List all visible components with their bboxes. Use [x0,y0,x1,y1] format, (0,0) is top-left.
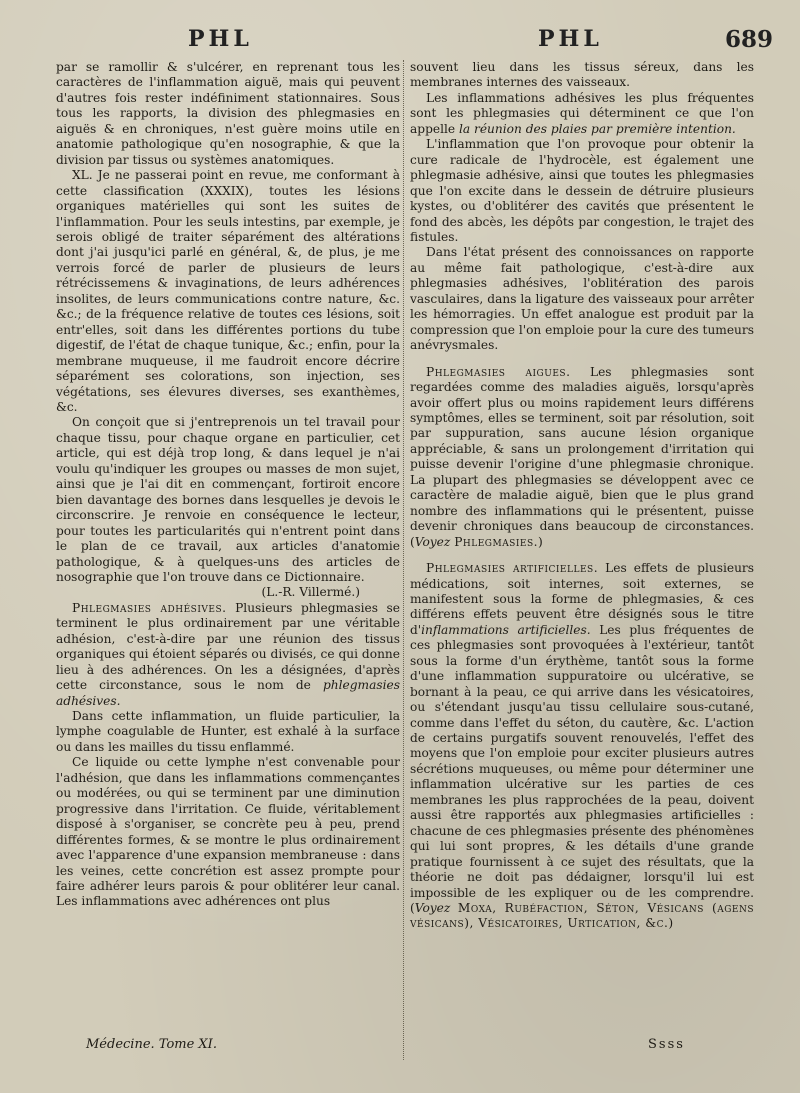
voyez-label: Voyez [414,534,451,549]
entry-heading: Phlegmasies artificielles. [426,561,599,576]
right-column [410,60,754,932]
paragraph-text: Plusieurs phlegmasies se terminent le plus ordinairement par une véritable adhésion, c'est-à-dire par une réunion des tissus organiques qui étoient séparés ou divisés, ce qui donne lieu à des adhérences. On les a désignées, d'après cette circonstance, sous le nom de [56,600,401,693]
cross-reference: Moxa, Rubéfaction, Séton, Vésicans (agens vésicans), Vésicatoires, Urtication, &c. [410,901,754,931]
closing-paren: ) [668,916,674,931]
footer-volume: Médecine. Tome XI. [86,1037,217,1052]
paragraph: par se ramollir & s'ulcérer, en reprenant tous les caractères de l'inflammation aiguë, mais qui peuvent d'autres fois rester indéfiniment stationnaires. Sous tous les rapports, la division des phlegmasies en aiguës & en chroniques, n'est guère moins utile en anatomie pathologique qu'en nosographie, & que la division par tissus ou systèmes anatomiques. [56,60,400,167]
paragraph: L'inflammation que l'on provoque pour obtenir la cure radicale de l'hydrocèle, est également une phlegmasie adhésive, ainsi que toutes les phlegmasies que l'on excite dans le dessein de détruire plusieurs kystes, ou d'oblitérer des cavités que présentent le fond des abcès, les dépôts par congestion, le trajet des fistules. [410,137,754,244]
closing-paren: ) [538,534,543,549]
voyez-label: Voyez [414,901,451,916]
page-footer [0,1037,800,1057]
paragraph: Dans l'état présent des connoissances on rapporte au même fait pathologique, c'est-à-dire aux phlegmasies adhésives, l'oblitération des parois vasculaires, dans la ligature des vaisseaux pour arrêter les hémorragies. Un effet analogue est produit par la compression que l'on emploie pour la cure des tumeurs anévrysmales. [410,245,754,353]
paragraph: On conçoit que si j'entreprenois un tel travail pour chaque tissu, pour chaque organe en particulier, cet article, qui est déjà trop long, & dans lequel je n'ai voulu qu'indiquer les groupes ou masses de mon sujet, ainsi que je l'ai dit en commençant, fortiroit encore bien davantage des bornes dans lesquelles je devois le circonscrire. Je renvoie en conséquence le lecteur, pour toutes les particularités qui n'entrent point dans le plan de ce travail, aux articles d'anatomie pathologique, & à quelques-uns des articles de nosographie que l'on trouve dans ce Dictionnaire. [56,415,400,584]
paragraph [410,91,754,137]
cross-reference: Phlegmasies. [454,534,539,549]
paragraph [410,365,754,550]
spacer [410,354,754,365]
spacer [410,550,754,561]
entry-heading: Phlegmasies aigues. [426,364,571,379]
paragraph [56,601,400,709]
paragraph: XL. Je ne passerai point en revue, me conformant à cette classification (XXXIX), toutes les lésions organiques matérielles qui sont les suites de l'inflammation. Pour les seuls intestins, par exemple, je serois obligé de traiter séparément des altérations dont j'ai jusqu'ici parlé en général, &, de plus, je me verrois forcé de parler de plusieurs de leurs rétrécissemens & invaginations, de leurs adhérences insolites, de leurs communications contre nature, &c. &c.; de la fréquence relative de toutes ces lésions, soit entr'elles, soit dans les différentes portions du tube digestif, de l'état de chaque tunique, &c.; enfin, pour la membrane muqueuse, il me faudroit encore décrire séparément ses colorations, son injection, ses végétations, ses élevures diverses, ses exanthèmes, &c. [56,168,400,414]
paragraph [410,561,754,932]
paragraph-text: Les plus fréquentes de ces phlegmasies sont provoquées à l'extérieur, tantôt sous la forme d'un érythème, tantôt sous la forme d'une inflammation suppuratoire ou ulcérative, se bornant à la peau, ce qui arrive dans les vésicatoires, ou s'étendant jusqu'au tissu cellulaire sous-cutané, comme dans l'effet du séton, du cautère, &c. L'action de certains purgatifs souvent renouvelés, l'effet des moyens que l'on emploie pour exciter plusieurs autres sécrétions muqueuses, ou même pour déterminer une inflammation ulcérative sur les parties de ces membranes les plus rapprochées de la peau, doivent aussi être rapportés aux phlegmasies artificielles : chacune de ces phlegmasies présente des phénomènes qui lui sont propres, & les détails d'une grande pratique fournissent à ce sujet des résultats, que la théorie ne doit pas dédaigner, lorsqu'il lui est impossible de les expliquer ou de les comprendre. ( [410,622,754,916]
paragraph: Dans cette inflammation, un fluide particulier, la lymphe coagulable de Hunter, est exhalé à la surface ou dans les mailles du tissu enflammé. [56,709,400,754]
paragraph: souvent lieu dans les tissus séreux, dans les membranes internes des vaisseaux. [410,60,754,90]
header-right-word: PHL [538,26,603,52]
column-divider [403,60,405,1060]
left-column [56,60,400,910]
italic-term: phlegmasies adhésives. [56,678,400,708]
paragraph: Ce liquide ou cette lymphe n'est convenable pour l'adhésion, que dans les inflammations commençantes ou modérées, ou qui se terminent par une diminution progressive dans l'irritation. Ce fluide, véritablement disposé à s'organiser, se concrète peu à peu, prend différentes formes, & se montre le plus ordinairement avec l'apparence d'une expansion membraneuse : dans les veines, cette concrétion est assez prompte pour faire adhérer leurs parois & pour oblitérer leur canal. Les inflammations avec adhérences ont plus [56,755,400,909]
page-number: 689 [725,26,774,53]
entry-heading: Phlegmasies adhésives. [72,600,227,615]
author-signature: (L.-R. Villermé.) [261,585,360,600]
italic-term: la réunion des plaies par première intention. [458,121,736,136]
italic-term: inflammations artificielles. [421,622,591,637]
running-header [0,26,800,56]
paragraph-text: Les effets de plusieurs médications, soit internes, soit externes, se manifestent sous la forme de phlegmasies, & ces différens effets peuvent être désignés sous le titre d' [410,561,755,637]
paragraph-text: Les phlegmasies sont regardées comme des maladies aiguës, lorsqu'après avoir offert plus ou moins rapidement leurs différens symptômes, elles se terminent, soit par résolution, soit par suppuration, sans aucune lésion organique appréciable, & sans un prolongement d'irritation qui puisse devenir l'origine d'une phlegmasie chronique. La plupart des phlegmasies se développent avec ce caractère de maladie aiguë, bien que le plus grand nombre des inflammations qui le présentent, puisse devenir chroniques dans beaucoup de circonstances. ( [410,364,754,549]
header-left-word: PHL [188,26,253,52]
paragraph-text: Les inflammations adhésives les plus fréquentes sont les phlegmasies qui déterminent ce que l'on appelle [410,90,754,136]
footer-signature-mark: Ssss [648,1037,685,1052]
